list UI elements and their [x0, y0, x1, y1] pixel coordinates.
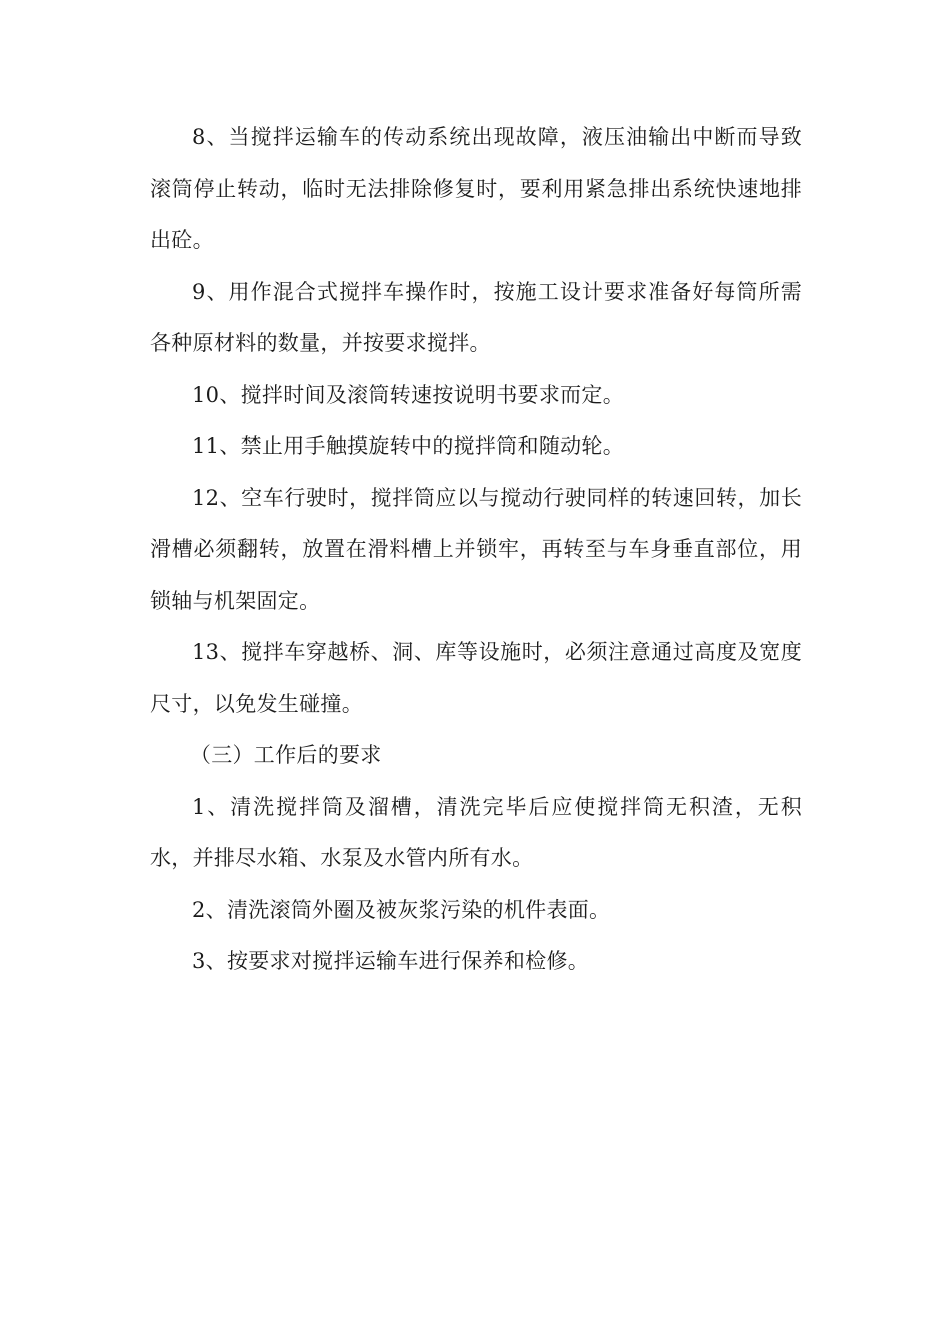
paragraph-item-8: 8、当搅拌运输车的传动系统出现故障，液压油输出中断而导致滚筒停止转动，临时无法排除修复时，要利用紧急排出系统快速地排出砼。 — [150, 125, 802, 252]
paragraph-item-11: 11、禁止用手触摸旋转中的搅拌筒和随动轮。 — [192, 434, 625, 458]
paragraph-item-9: 9、用作混合式搅拌车操作时，按施工设计要求准备好每筒所需各种原材料的数量，并按要求搅拌。 — [150, 279, 802, 355]
paragraph-post-3: 3、按要求对搅拌运输车进行保养和检修。 — [192, 949, 590, 973]
paragraph-item-13: 13、搅拌车穿越桥、洞、库等设施时，必须注意通过高度及宽度尺寸，以免发生碰撞。 — [150, 640, 802, 716]
section-heading-after-work: （三）工作后的要求 — [189, 743, 382, 767]
document-body — [150, 112, 802, 988]
paragraph-item-12: 12、空车行驶时，搅拌筒应以与搅动行驶同样的转速回转，加长滑槽必须翻转，放置在滑料槽上并锁牢，再转至与车身垂直部位，用锁轴与机架固定。 — [150, 485, 802, 613]
paragraph-item-10: 10、搅拌时间及滚筒转速按说明书要求而定。 — [192, 382, 625, 407]
paragraph-post-1: 1、清洗搅拌筒及溜槽，清洗完毕后应使搅拌筒无积渣，无积水，并排尽水箱、水泵及水管内所有水。 — [150, 794, 802, 870]
paragraph-post-2: 2、清洗滚筒外圈及被灰浆污染的机件表面。 — [192, 897, 611, 922]
